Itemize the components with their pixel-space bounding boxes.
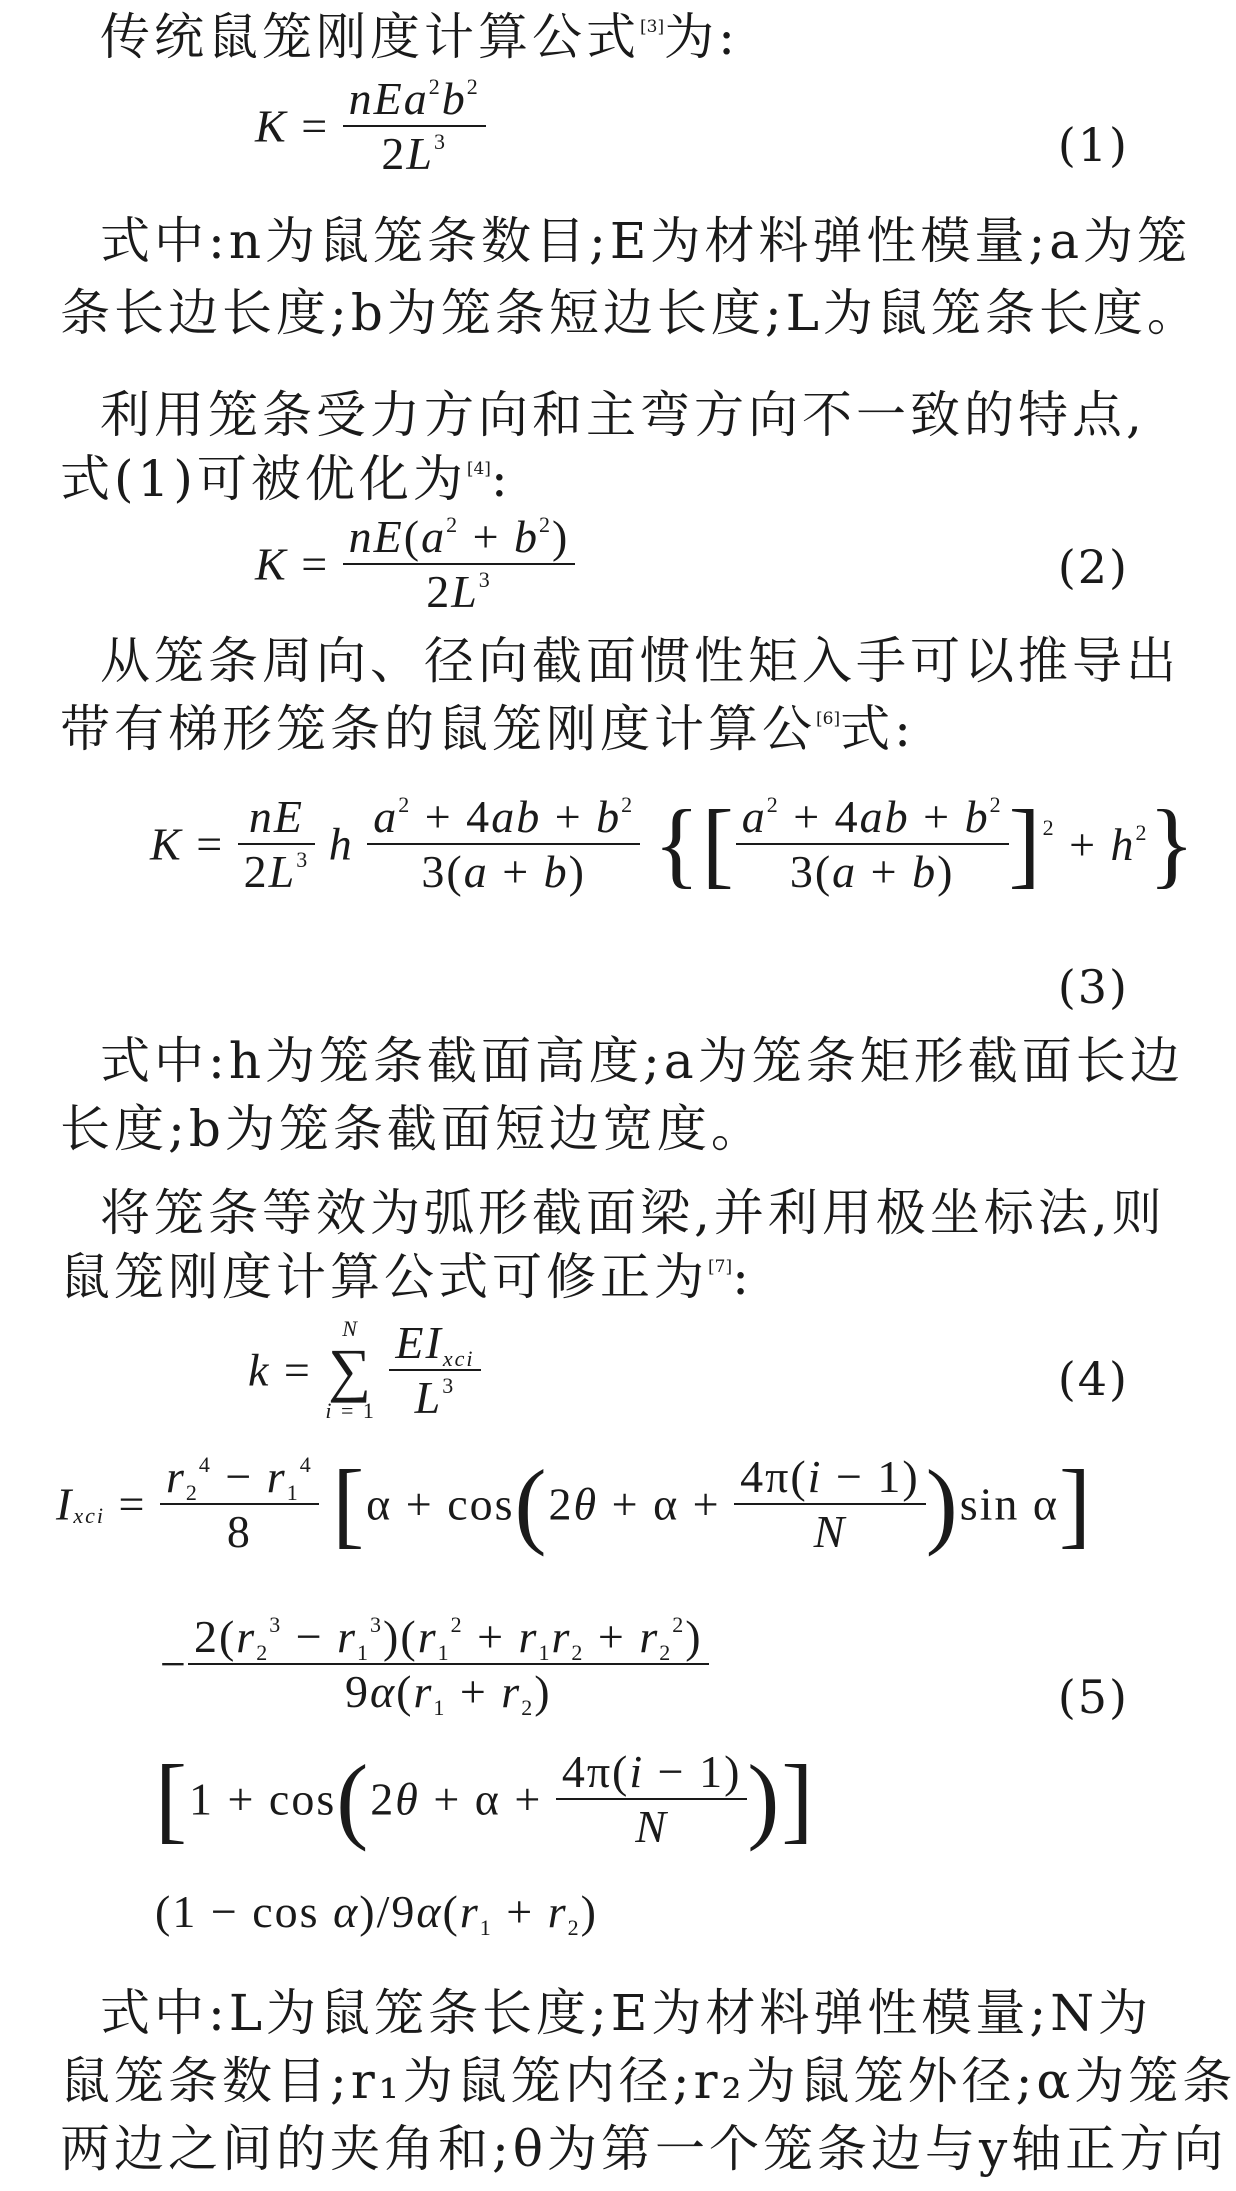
equation-4-number: (4)	[1057, 1352, 1129, 1406]
paragraph-1-tail: 为:	[664, 8, 739, 66]
paragraph-2-text: 式(1)可被优化为	[60, 450, 467, 508]
equation-3-number: (3)	[1057, 960, 1129, 1014]
where-1-line-1: 式中:n为鼠笼条数目;E为材料弹性模量;a为笼	[100, 212, 1192, 270]
paragraph-4-line-2	[60, 1248, 753, 1318]
where-5-line-2: 鼠笼条数目;r₁为鼠笼内径;r₂为鼠笼外径;α为笼条	[60, 2052, 1236, 2110]
paragraph-4-line-1: 将笼条等效为弧形截面梁,并利用极坐标法,则	[100, 1184, 1166, 1242]
paragraph-2-tail: :	[490, 450, 512, 508]
paragraph-3-line-1: 从笼条周向、径向截面惯性矩入手可以推导出	[100, 632, 1180, 690]
paragraph-3-line-2	[60, 700, 915, 770]
equation-1-number: (1)	[1057, 118, 1129, 172]
citation-4: [4]	[466, 459, 491, 479]
equation-2: K = $\frac{nE(a^2 + b^2)}{2L^3}$	[255, 510, 575, 618]
where-3-line-2: 长度;b为笼条截面短边宽度。	[60, 1100, 765, 1158]
where-1-line-2: 条长边长度;b为笼条短边长度;L为鼠笼条长度。	[60, 284, 1201, 342]
paragraph-3-tail: 式:	[840, 700, 915, 758]
citation-7: [7]	[708, 1257, 733, 1277]
citation-6: [6]	[816, 709, 841, 729]
equation-3: K = $\frac{nE}{2L^3}$ h $\frac{a^2 + 4ab + b^2}{3(a + b)}$ {[ $\frac{a^2 + 4ab + b^2}{3(a + b)}$ ]$^2 + h^2$}	[150, 790, 1197, 897]
where-5-line-1: 式中:L为鼠笼条长度;E为材料弹性模量;N为	[100, 1984, 1152, 2042]
paragraph-2-line-1: 利用笼条受力方向和主弯方向不一致的特点,	[100, 386, 1146, 444]
equation-2-number: (2)	[1057, 540, 1129, 594]
equation-5-line-1: Ixci = $\frac{r2^4 - r1^4}{8}$ [α + cos(2θ + α + $\frac{4\pi(i - 1)}{N}$ )sin α]	[56, 1450, 1093, 1557]
equation-5-line-3: [1 + cos(2θ + α + $\frac{4\pi(i - 1)}{N}$ )]	[155, 1745, 816, 1852]
where-3-line-1: 式中:h为笼条截面高度;a为笼条矩形截面长边	[100, 1032, 1184, 1090]
paragraph-4-tail: :	[732, 1248, 753, 1306]
paragraph-3-text: 带有梯形笼条的鼠笼刚度计算公	[60, 700, 816, 758]
paragraph-1	[100, 8, 739, 78]
equation-5-line-4: (1 − cos α)/9α(r1 + r2)	[155, 1886, 598, 1940]
equation-1: K = $\frac{nEa^2b^2}{2L^3}$	[255, 72, 486, 180]
paragraph-1-text: 传统鼠笼刚度计算公式	[100, 8, 640, 66]
paragraph-4-text: 鼠笼刚度计算公式可修正为	[60, 1248, 708, 1306]
equation-4: k = N ∑ i = 1 $\frac{\text{EIxci}}{L^3}$	[248, 1316, 481, 1424]
where-5-line-3: 两边之间的夹角和;θ为第一个笼条边与y轴正方向	[60, 2120, 1228, 2178]
citation-3: [3]	[640, 17, 665, 37]
equation-5-number: (5)	[1057, 1670, 1129, 1724]
equation-5-line-2: − $\frac{2(r2^3 - r1^3)(r1^2 + r1r2 + r2^2)}{9\alpha(r1 + r2)}$	[160, 1610, 709, 1718]
